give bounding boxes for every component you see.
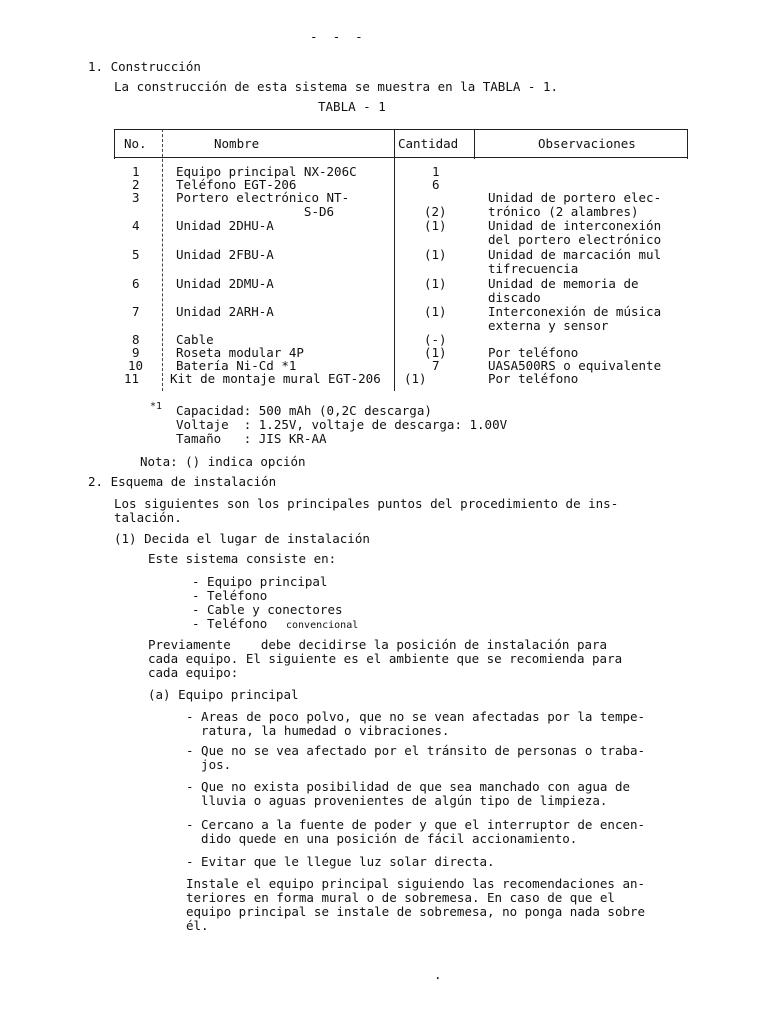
- table-cell-name: Teléfono EGT-206: [176, 177, 297, 192]
- paragraph-line: Instale el equipo principal siguiendo las recomendaciones an-: [186, 876, 646, 891]
- table-cell-no: 2: [132, 177, 140, 192]
- list-item: - Equipo principal: [192, 574, 328, 589]
- paragraph-line: Previamente debe decidirse la posición de instalación para: [148, 637, 608, 652]
- table-cell-qty: 7: [432, 358, 440, 373]
- section-1-intro: La construcción de esta sistema se muestra en la TABLA - 1.: [114, 79, 559, 94]
- table-cell-qty: (1): [424, 247, 447, 262]
- table-col-divider: [162, 129, 163, 391]
- paragraph-line: equipo principal se instale de sobremesa, no ponga nada sobre: [186, 904, 646, 919]
- footnote-mark: *1: [150, 401, 163, 412]
- footnote-voltage: Voltaje : 1.25V, voltaje de descarga: 1.00V: [176, 417, 508, 432]
- table-cell-no: 6: [132, 276, 140, 291]
- page-mark-bottom: .: [434, 967, 442, 982]
- table-cell-obs: UASA500RS o equivalente: [488, 358, 662, 373]
- table-cell-qty: (1): [424, 276, 447, 291]
- section-2-intro-line: Los siguientes son los principales puntos del procedimiento de ins-: [114, 496, 619, 511]
- table-cell-name: Equipo principal NX-206C: [176, 164, 357, 179]
- table-col-divider: [474, 129, 475, 159]
- recommendation-line: - Areas de poco polvo, que no se vean afectadas por la tempe-: [186, 709, 646, 724]
- paragraph-line: él.: [186, 918, 209, 933]
- table-header-cell: Nombre: [214, 136, 260, 151]
- section-2-intro-line: talación.: [114, 510, 182, 525]
- recommendation-line: ratura, la humedad o vibraciones.: [186, 723, 450, 738]
- table-cell-qty: (1): [404, 371, 427, 386]
- table-cell-no: 10: [128, 358, 144, 373]
- table-cell-no: 11: [124, 371, 140, 386]
- table-cell-obs: Unidad de portero elec- trónico (2 alambres): [488, 190, 662, 219]
- list-item-suffix: convencional: [286, 620, 359, 631]
- table-cell-no: 8: [132, 332, 140, 347]
- table-header-cell: Cantidad: [398, 136, 459, 151]
- recommendation-line: - Que no exista posibilidad de que sea manchado con agua de: [186, 779, 631, 794]
- table-cell-name: Unidad 2ARH-A: [176, 304, 274, 319]
- table-cell-qty: (-): [424, 332, 447, 347]
- table-cell-name: Unidad 2FBU-A: [176, 247, 274, 262]
- table-cell-qty: (2): [424, 204, 447, 219]
- table-cell-qty: (1): [424, 304, 447, 319]
- list-item: - Teléfono: [192, 588, 268, 603]
- table-cell-no: 7: [132, 304, 140, 319]
- table-cell-no: 3: [132, 190, 140, 205]
- subsection-a-heading: (a) Equipo principal: [148, 687, 299, 702]
- table-header-cell: No.: [124, 136, 147, 151]
- recommendation-line: dido quede en una posición de fácil accionamiento.: [186, 831, 578, 846]
- table-cell-qty: (1): [424, 218, 447, 233]
- footnote-size: Tamaño : JIS KR-AA: [176, 431, 327, 446]
- recommendation-line: - Evitar que le llegue luz solar directa.: [186, 854, 495, 869]
- consists-text: Este sistema consiste en:: [148, 551, 337, 566]
- table-cell-name: Kit de montaje mural EGT-206: [170, 371, 381, 386]
- page-marks: - - -: [310, 29, 363, 44]
- list-item: - Cable y conectores: [192, 602, 343, 617]
- section-2-heading: 2. Esquema de instalación: [88, 474, 277, 489]
- table-cell-obs: Unidad de interconexión del portero electrónico: [488, 218, 662, 247]
- table-cell-obs: Interconexión de música externa y sensor: [488, 304, 662, 333]
- table-col-divider: [394, 129, 395, 391]
- paragraph-line: cada equipo. El siguiente es el ambiente que se recomienda para: [148, 651, 623, 666]
- recommendation-line: jos.: [186, 757, 232, 772]
- table-cell-name: Portero electrónico NT- S-D6: [176, 190, 350, 219]
- table-cell-no: 1: [132, 164, 140, 179]
- table-cell-obs: Unidad de marcación mul tifrecuencia: [488, 247, 662, 276]
- table-note: Nota: () indica opción: [140, 454, 306, 469]
- recommendation-line: - Que no se vea afectado por el tránsito de personas o traba-: [186, 743, 646, 758]
- table-header-rule: [114, 157, 688, 158]
- table-cell-name: Unidad 2DHU-A: [176, 218, 274, 233]
- step-1-heading: (1) Decida el lugar de instalación: [114, 531, 370, 546]
- paragraph-line: teriores en forma mural o de sobremesa. En caso de que el: [186, 890, 615, 905]
- table-cell-qty: 6: [432, 177, 440, 192]
- table-cell-name: Roseta modular 4P: [176, 345, 304, 360]
- table-header-cell: Observaciones: [538, 136, 636, 151]
- table-cell-obs: Por teléfono: [488, 371, 579, 386]
- table-title: TABLA - 1: [318, 99, 386, 114]
- table-cell-no: 9: [132, 345, 140, 360]
- table-cell-obs: Unidad de memoria de discado: [488, 276, 639, 305]
- paragraph-line: cada equipo:: [148, 665, 239, 680]
- section-1-heading: 1. Construcción: [88, 59, 201, 74]
- recommendation-line: - Cercano a la fuente de poder y que el interruptor de encen-: [186, 817, 646, 832]
- table-cell-name: Unidad 2DMU-A: [176, 276, 274, 291]
- table-cell-obs: Por teléfono: [488, 345, 579, 360]
- table-cell-no: 5: [132, 247, 140, 262]
- table-cell-name: Batería Ni-Cd *1: [176, 358, 297, 373]
- table-cell-no: 4: [132, 218, 140, 233]
- table-cell-name: Cable: [176, 332, 214, 347]
- footnote-capacity: Capacidad: 500 mAh (0,2C descarga): [176, 403, 432, 418]
- table-cell-qty: (1): [424, 345, 447, 360]
- components-table: [114, 129, 688, 391]
- table-cell-qty: 1: [432, 164, 440, 179]
- recommendation-line: lluvia o aguas provenientes de algún tipo de limpieza.: [186, 793, 608, 808]
- list-item: - Teléfono: [192, 616, 268, 631]
